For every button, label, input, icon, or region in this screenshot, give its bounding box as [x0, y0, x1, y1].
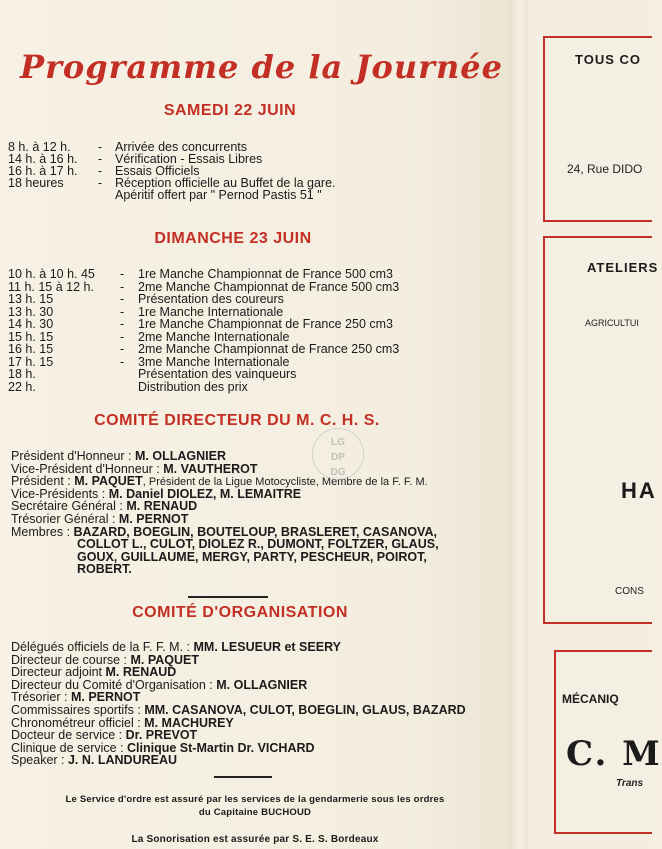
- ad-box-1-address: 24, Rue DIDO: [567, 162, 643, 176]
- schedule-event: 1re Manche Championnat de France 500 cm3: [138, 267, 394, 281]
- committee-member: GOUX, GUILLAUME, MERGY, PARTY, PESCHEUR, POIROT,: [77, 549, 427, 564]
- divider: [214, 776, 272, 778]
- schedule-time: 16 h. 15: [8, 342, 54, 356]
- schedule-time: 17 h. 15: [8, 354, 54, 369]
- schedule-event: Distribution des prix: [138, 379, 248, 394]
- ad-box-2-title: ATELIERS: [587, 260, 659, 275]
- schedule-dash: -: [98, 164, 103, 178]
- collector-stamp: LG DP DG: [312, 428, 364, 480]
- committee-member: M. PAQUET: [74, 474, 143, 489]
- saturday-heading: SAMEDI 22 JUIN: [163, 102, 297, 119]
- schedule-time: 13 h. 30: [8, 304, 54, 319]
- schedule-time: 18 heures: [8, 176, 64, 190]
- committee-member: M. RENAUD: [105, 665, 177, 680]
- committee-member: M. RENAUD: [126, 499, 198, 514]
- sonorisation-note: La Sonorisation est assurée par S. E. S. Bordeaux: [131, 834, 379, 845]
- schedule-event: 2me Manche Championnat de France 250 cm3: [138, 342, 400, 356]
- committee-member: M. Daniel DIOLEZ, M. LEMAITRE: [108, 486, 302, 501]
- sunday-heading: DIMANCHE 23 JUIN: [154, 230, 312, 247]
- committee-member: Clinique St-Martin Dr. VICHARD: [127, 740, 315, 755]
- schedule-time: 22 h.: [8, 379, 36, 394]
- committee-member: J. N. LANDUREAU: [67, 753, 178, 768]
- committee-role: Clinique de service :: [11, 740, 128, 755]
- committee-member: COLLOT L., CULOT, DIOLEZ R., DUMONT, FOLTZER, GLAUS,: [77, 537, 439, 552]
- schedule-event: 1re Manche Championnat de France 250 cm3: [138, 317, 394, 331]
- schedule-event: 1re Manche Internationale: [138, 304, 284, 319]
- committee-role: Secrétaire Général :: [11, 499, 127, 514]
- schedule-time: 8 h. à 12 h.: [8, 140, 71, 154]
- schedule-dash: -: [98, 152, 103, 166]
- schedule-event: 3me Manche Internationale: [138, 354, 290, 369]
- programme-title: Programme de la Journée: [20, 48, 503, 86]
- schedule-event: Arrivée des concurrents: [115, 140, 248, 154]
- schedule-time: 15 h. 15: [8, 329, 54, 344]
- committee-note: , Président de la Ligue Motocycliste, Membre de la F. F. M.: [142, 476, 428, 489]
- schedule-dash: -: [120, 267, 125, 281]
- schedule-dash: -: [120, 292, 125, 306]
- schedule-row: [8, 368, 508, 381]
- schedule-event: Vérification - Essais Libres: [115, 152, 263, 166]
- schedule-event: Apéritif offert par " Pernod Pastis 51 ": [115, 188, 322, 202]
- ad-box-3: [554, 650, 662, 834]
- divider: [188, 596, 268, 598]
- committee-role: Docteur de service :: [11, 728, 126, 743]
- schedule-time: 14 h. 30: [8, 317, 54, 331]
- committee-member: MM. CASANOVA, CULOT, BOEGLIN, GLAUS, BAZARD: [144, 703, 466, 717]
- committee-member: M. PERNOT: [70, 690, 141, 705]
- comite-directeur-heading: COMITÉ DIRECTEUR DU M. C. H. S.: [94, 412, 380, 429]
- gendarmerie-note: Le Service d'ordre est assuré par les services de la gendarmerie sous les ordres: [65, 794, 445, 805]
- committee-member: ROBERT.: [77, 562, 132, 577]
- schedule-event: Présentation des coureurs: [138, 292, 284, 306]
- ad-box-2: [543, 236, 659, 624]
- committee-member: BAZARD, BOEGLIN, BOUTELOUP, BRASLERET, CASANOVA,: [73, 524, 437, 539]
- schedule-time: 10 h. à 10 h. 45: [8, 267, 95, 281]
- committee-role: Délégués officiels de la F. F. M. :: [11, 640, 194, 654]
- ad-box-3-subtitle: Trans: [616, 778, 644, 789]
- schedule-dash: -: [120, 342, 125, 356]
- ad-box-1: [543, 36, 652, 222]
- schedule-dash: -: [120, 354, 125, 369]
- ad-box-1-title: TOUS CO: [575, 52, 641, 67]
- committee-role: Président d'Honneur :: [11, 449, 135, 463]
- committee-member: M. VAUTHEROT: [163, 461, 258, 476]
- committee-role: Directeur de course :: [11, 652, 131, 667]
- committee-member: Dr. PREVOT: [125, 728, 198, 743]
- committee-line: [11, 562, 132, 576]
- committee-role: Commissaires sportifs :: [11, 703, 145, 717]
- schedule-event: Essais Officiels: [115, 164, 200, 178]
- schedule-dash: -: [120, 317, 125, 331]
- schedule-time: 16 h. à 17 h.: [8, 164, 78, 178]
- schedule-time: 14 h. à 16 h.: [8, 152, 78, 166]
- committee-role: Trésorier :: [11, 690, 71, 705]
- committee-role: Vice-Présidents :: [11, 486, 109, 501]
- schedule-row: [8, 381, 508, 394]
- schedule-dash: -: [98, 140, 103, 154]
- schedule-event: Réception officielle au Buffet de la gare.: [115, 176, 336, 190]
- committee-member: M. MACHUREY: [144, 715, 234, 730]
- schedule-event: 2me Manche Championnat de France 500 cm3: [138, 279, 400, 294]
- committee-role: Trésorier Général :: [11, 512, 119, 526]
- schedule-dash: -: [120, 329, 125, 344]
- committee-role: Membres :: [11, 524, 74, 539]
- committee-role: Vice-Président d'Honneur :: [11, 461, 164, 476]
- schedule-row: [8, 189, 508, 202]
- schedule-dash: -: [120, 279, 125, 294]
- ad-box-2-bottom: CONS: [615, 586, 644, 597]
- schedule-time: 11 h. 15 à 12 h.: [8, 279, 94, 294]
- committee-line: [11, 753, 177, 767]
- ad-box-3-brand: C. M: [566, 734, 662, 774]
- ad-box-3-title: MÉCANIQ: [562, 692, 619, 706]
- committee-role: Président :: [11, 474, 75, 489]
- committee-role: Chronométreur officiel :: [11, 715, 145, 730]
- schedule-event: Présentation des vainqueurs: [138, 367, 297, 381]
- schedule-time: 18 h.: [8, 367, 36, 381]
- committee-member: M. OLLAGNIER: [216, 677, 308, 692]
- ad-box-2-subtitle: AGRICULTUI: [585, 318, 639, 328]
- committee-role: Directeur adjoint: [11, 665, 106, 680]
- committee-member: M. PERNOT: [118, 512, 189, 526]
- committee-member: M. PAQUET: [130, 652, 200, 667]
- schedule-event: 2me Manche Internationale: [138, 329, 290, 344]
- page-fold: [510, 0, 528, 849]
- schedule-dash: -: [98, 176, 103, 190]
- committee-role: Speaker :: [11, 753, 68, 768]
- committee-member: M. OLLAGNIER: [135, 449, 226, 463]
- comite-organisation-heading: COMITÉ D'ORGANISATION: [132, 604, 348, 621]
- gendarmerie-note-2: du Capitaine BUCHOUD: [198, 807, 312, 818]
- schedule-time: 13 h. 15: [8, 292, 54, 306]
- right-page: [528, 0, 662, 849]
- committee-member: MM. LESUEUR et SEERY: [193, 640, 341, 654]
- ad-box-2-brand: HA: [621, 478, 657, 503]
- schedule-dash: -: [120, 304, 125, 319]
- committee-role: Directeur du Comité d'Organisation :: [11, 677, 217, 692]
